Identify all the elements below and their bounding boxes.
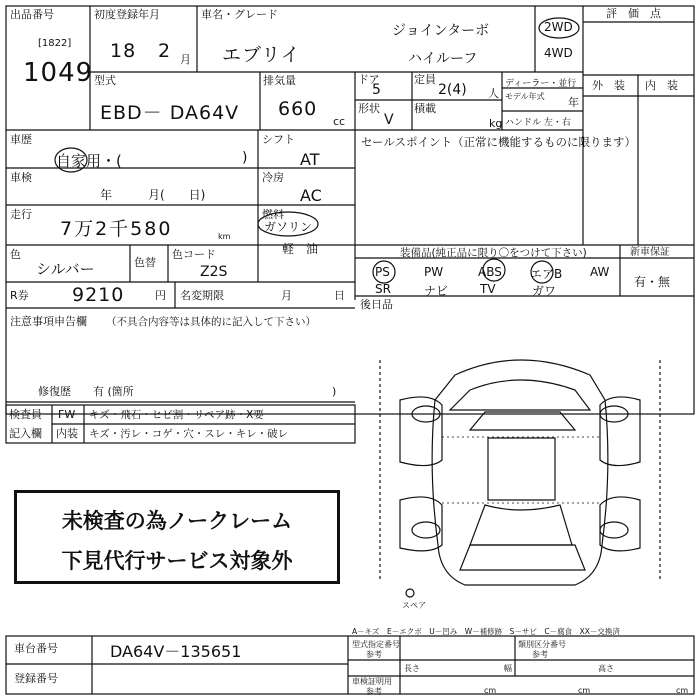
dealer-label: ディーラー・並行 <box>505 79 577 89</box>
shape: V <box>384 112 394 128</box>
shift-label: シフト <box>262 133 295 146</box>
spare-label: スペア <box>402 601 426 610</box>
repair-close: ) <box>332 385 337 398</box>
interior-label: 内 装 <box>645 79 678 92</box>
first-reg-label: 初度登録年月 <box>94 8 160 21</box>
drive-4wd: 4WD <box>544 46 573 60</box>
car-name: エブリイ <box>222 44 301 66</box>
repair-label: 修復歴 有 (箇所 <box>38 385 134 398</box>
equip-airbag: エアB <box>530 267 563 281</box>
load-label: 積載 <box>414 102 436 115</box>
model-label: 型式 <box>94 74 116 87</box>
new-car-value: 有・無 <box>634 275 671 289</box>
recycle-unit: 円 <box>155 289 166 302</box>
category-label: 類別区分番号 <box>518 640 566 649</box>
recycle-value: 9210 <box>72 284 125 306</box>
car-damage-diagram <box>380 360 660 597</box>
sales-point-label: セールスポイント（正常に機能するものに限ります） <box>361 135 636 149</box>
fw-label: FW <box>58 408 76 421</box>
history-close: ) <box>242 150 248 166</box>
notes-label: 注意事項申告欄 <box>10 315 87 328</box>
chassis-label: 車台番号 <box>14 642 58 655</box>
height-cm: cm <box>676 686 689 695</box>
interior-row-label: 内装 <box>56 427 78 440</box>
load-unit: kg <box>489 117 503 130</box>
category-ref: 参考 <box>532 650 548 659</box>
lot-sub: [1822] <box>38 38 72 49</box>
first-reg-month-unit: 月 <box>180 53 191 66</box>
width-cm: cm <box>578 686 591 695</box>
new-car-label: 新車保証 <box>630 247 670 258</box>
model-spec-label: 型式指定番号 <box>352 640 400 649</box>
equip-aw: AW <box>590 265 610 279</box>
no-claim-notice <box>14 490 340 584</box>
doors: 5 <box>372 82 381 98</box>
model-year-label: モデル年式 <box>505 92 545 101</box>
history-label: 車歴 <box>10 133 32 146</box>
record-label: 記入欄 <box>9 427 42 440</box>
equip-abs: ABS <box>478 265 502 279</box>
notice-line2: 下見代行サービス対象外 <box>61 549 293 573</box>
inspector-label: 検査員 <box>9 408 42 421</box>
equip-sr: SR <box>375 282 391 296</box>
model-year-unit: 年 <box>568 96 579 109</box>
mileage-value: 7万2千580 <box>60 218 173 240</box>
color-code-label: 色コード <box>172 248 216 261</box>
length-cm: cm <box>484 686 497 695</box>
lot-label: 出品番号 <box>10 8 54 21</box>
height-label: 高さ <box>598 664 614 673</box>
interior-items: キズ・汚レ・コゲ・穴・スレ・キレ・破レ <box>89 428 289 440</box>
color-value: シルバー <box>36 260 95 278</box>
notes-hint: （不具合内容等は具体的に記入して下さい） <box>106 316 316 328</box>
fw-items: キズ・飛石・ヒビ割・リペア跡・X要 <box>89 409 264 421</box>
width-label: 幅 <box>504 664 512 673</box>
fuel-label: 燃料 <box>262 208 284 221</box>
aircon-label: 冷房 <box>262 171 284 184</box>
fuel-gas: ガソリン <box>264 220 313 234</box>
after-label: 後日品 <box>360 298 393 311</box>
drive-2wd: 2WD <box>544 20 573 34</box>
grade-line2: ハイルーフ <box>408 51 478 67</box>
notice-line1: 未検査の為ノークレーム <box>61 509 293 533</box>
inspection-value: 年 月( 日) <box>100 188 206 202</box>
chassis-value: DA64V－135651 <box>110 642 242 661</box>
capacity: 2(4) <box>438 82 467 98</box>
car-name-label: 車名・グレード <box>201 8 278 21</box>
color-code: Z2S <box>200 264 228 280</box>
name-change-month: 月 <box>281 289 292 302</box>
displacement-label: 排気量 <box>263 74 296 87</box>
first-reg-month: 2 <box>158 40 172 62</box>
fuel-diesel: 軽 油 <box>282 242 319 256</box>
exterior-label: 外 装 <box>592 79 625 92</box>
mileage-label: 走行 <box>10 208 32 221</box>
equip-ps: PS <box>375 265 390 279</box>
shape-label: 形状 <box>358 102 380 115</box>
cert-ref: 参考 <box>366 687 382 696</box>
model-spec-ref: 参考 <box>366 650 382 659</box>
shift-value: AT <box>300 150 320 169</box>
recycle-label: R券 <box>10 289 29 302</box>
history-value: 自家用・( <box>56 152 122 170</box>
inspection-label: 車検 <box>10 171 32 184</box>
color-label: 色 <box>10 248 21 261</box>
first-reg-year: 18 <box>110 40 137 62</box>
cert-label: 車検証明用 <box>352 677 392 686</box>
displacement: 660 <box>278 98 318 120</box>
damage-legend: A－キズ E－エクボ U－凹み W－補修跡 S－サビ C－腐食 XX－交換済 <box>352 627 620 636</box>
mileage-unit: km <box>218 232 231 241</box>
name-change-label: 名変期限 <box>180 289 224 302</box>
cc-label: cc <box>333 115 346 128</box>
aircon-value: AC <box>300 186 322 205</box>
name-change-day: 日 <box>334 289 345 302</box>
equip-gawa: ガワ <box>532 284 557 298</box>
lot-number: 1049 <box>23 58 94 88</box>
color-change-label: 色替 <box>134 256 156 269</box>
equip-tv: TV <box>480 282 496 296</box>
length-label: 長さ <box>404 664 420 673</box>
handle-label: ハンドル 左・右 <box>505 118 571 128</box>
doors-label: ドア <box>358 73 380 86</box>
reg-label: 登録番号 <box>14 672 58 685</box>
capacity-label: 定員 <box>414 73 436 86</box>
rating-label: 評 価 点 <box>606 7 661 20</box>
equipment-label: 装備品(純正品に限り〇をつけて下さい) <box>400 247 587 259</box>
equip-pw: PW <box>424 265 444 279</box>
capacity-unit: 人 <box>488 87 499 100</box>
equip-navi: ナビ <box>424 284 449 298</box>
grade-line1: ジョインターボ <box>392 23 490 39</box>
model-code: EBD－ DA64V <box>100 102 240 124</box>
